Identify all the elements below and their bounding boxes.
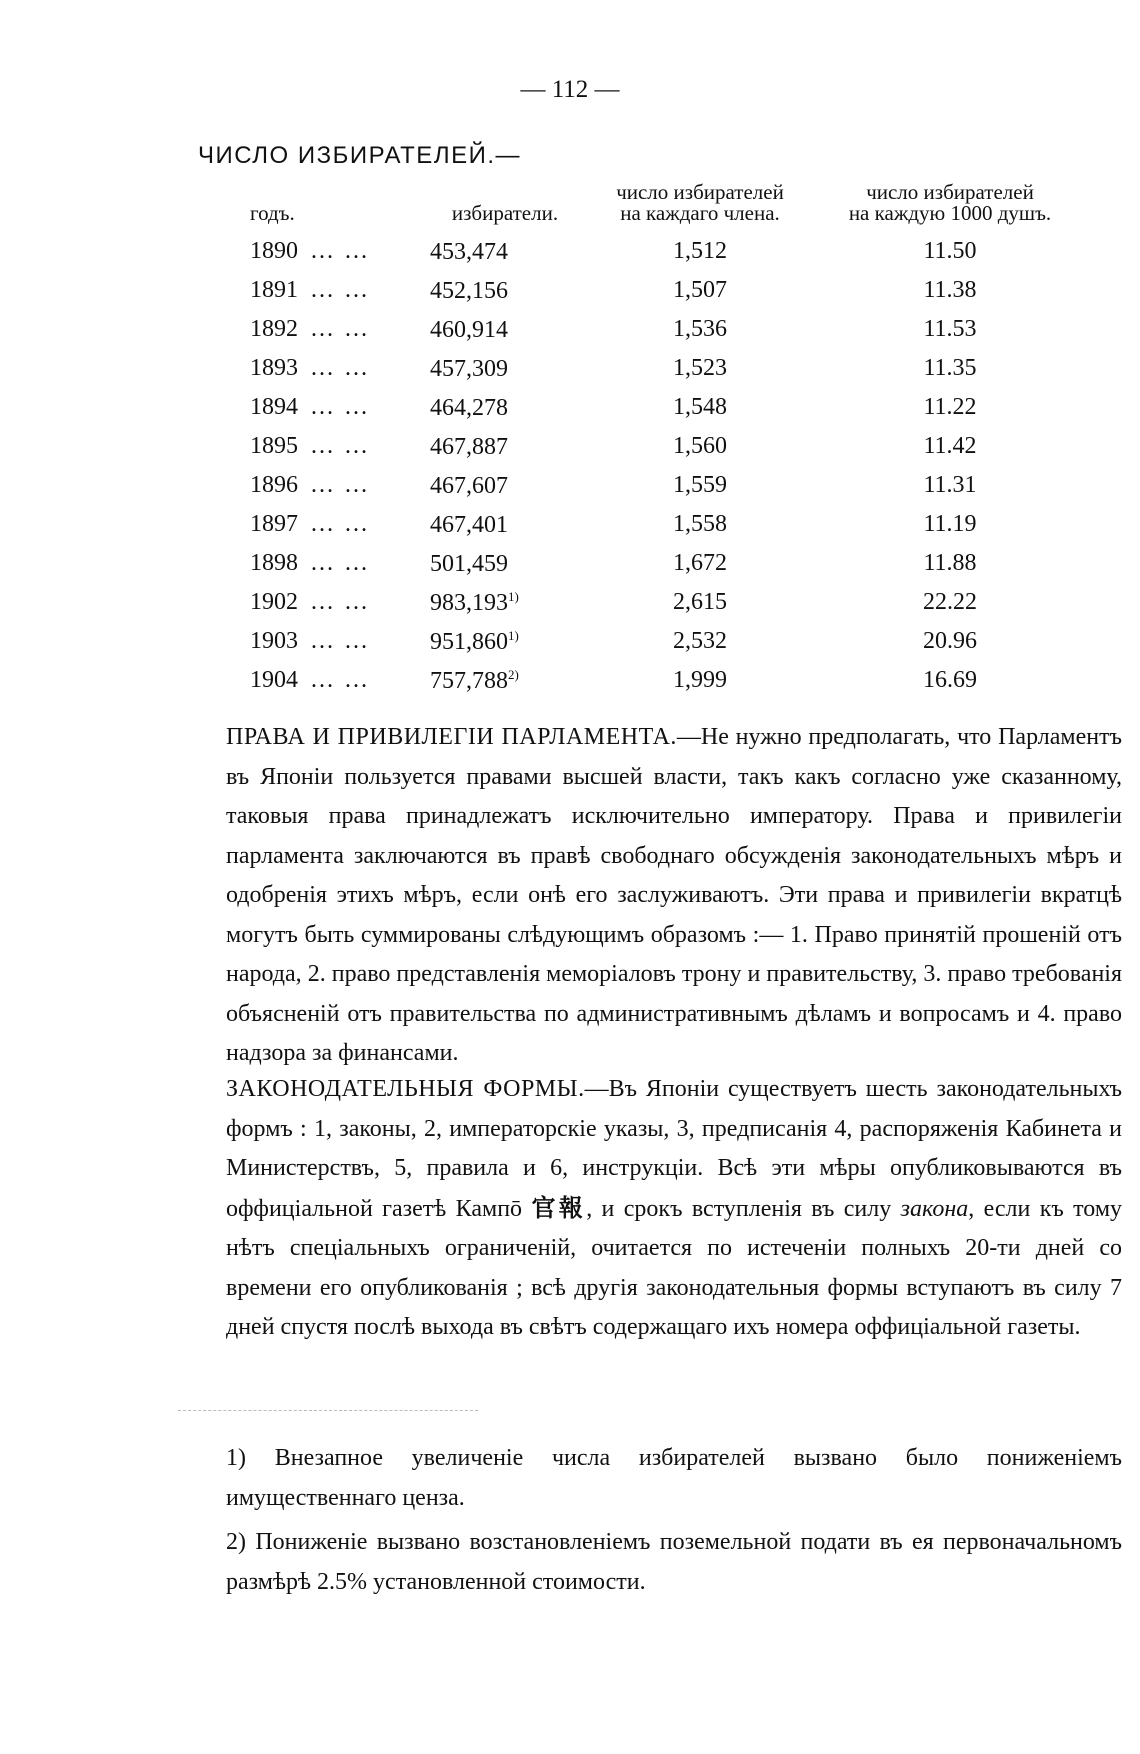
voters-cell-value: 757,788 — [430, 667, 508, 694]
leader-dots-cell — [310, 388, 430, 427]
footnote-2-marker: 2) — [226, 1529, 246, 1555]
leader-dots-cell-value: … … — [310, 472, 370, 498]
year-cell-value: 1897 — [250, 511, 298, 537]
leader-dots-cell-value: … … — [310, 277, 370, 303]
per-1000-cell — [820, 544, 1080, 583]
header-per-member — [580, 182, 820, 232]
leader-dots-cell — [310, 427, 430, 466]
leader-dots-cell — [310, 349, 430, 388]
per-1000-cell — [820, 349, 1080, 388]
forms-heading: ЗАКОНОДАТЕЛЬНЫЯ ФОРМЫ. — [226, 1076, 585, 1102]
per-1000-cell — [820, 310, 1080, 349]
header-per-1000-line2: на каждую 1000 душъ. — [848, 201, 1052, 225]
table-row — [250, 466, 1080, 505]
voters-cell — [430, 544, 580, 583]
per-1000-cell-value: 16.69 — [923, 667, 977, 693]
per-1000-cell — [820, 583, 1080, 622]
per-member-cell-value: 1,558 — [673, 511, 727, 537]
per-member-cell — [580, 544, 820, 583]
per-1000-cell-value: 11.50 — [923, 238, 977, 264]
per-member-cell — [580, 661, 820, 700]
footnote-marker: 2) — [508, 666, 519, 682]
voters-cell-value: 467,607 — [430, 472, 508, 499]
year-cell-value: 1890 — [250, 238, 298, 264]
year-cell — [250, 388, 310, 427]
header-per-member-line1: число избирателей — [616, 180, 784, 204]
per-1000-cell-value: 22.22 — [923, 589, 977, 615]
leader-dots-cell-value: … … — [310, 550, 370, 576]
voters-cell-value: 453,474 — [430, 238, 508, 265]
per-1000-cell — [820, 622, 1080, 661]
per-member-cell — [580, 310, 820, 349]
table-row — [250, 622, 1080, 661]
leader-dots-cell-value: … … — [310, 355, 370, 381]
footnote-1-text: Внезапное увеличеніе числа избирателей вызвано было пониженіемъ имущественнаго ценза. — [226, 1445, 1122, 1511]
year-cell-value: 1896 — [250, 472, 298, 498]
voters-table — [250, 182, 1080, 700]
header-voters: избиратели. — [451, 201, 559, 225]
per-member-cell — [580, 583, 820, 622]
header-per-member-line2: на каждаго члена. — [620, 201, 780, 225]
voters-cell — [430, 466, 580, 505]
per-member-cell — [580, 466, 820, 505]
table-row — [250, 661, 1080, 700]
year-cell — [250, 349, 310, 388]
per-member-cell-value: 1,548 — [673, 394, 727, 420]
footnote-2 — [178, 1523, 1122, 1602]
leader-dots-cell — [310, 661, 430, 700]
per-member-cell — [580, 622, 820, 661]
table-header-row — [250, 182, 1080, 232]
leader-dots-cell — [310, 466, 430, 505]
per-1000-cell — [820, 427, 1080, 466]
year-cell — [250, 505, 310, 544]
year-cell-value: 1895 — [250, 433, 298, 459]
voters-cell-value: 501,459 — [430, 550, 508, 577]
voters-cell — [430, 661, 580, 700]
per-1000-cell-value: 11.19 — [923, 511, 977, 537]
table-row — [250, 505, 1080, 544]
header-per-1000 — [820, 182, 1080, 232]
per-1000-cell-value: 11.53 — [923, 316, 977, 342]
leader-dots-cell-value: … … — [310, 511, 370, 537]
table-row — [250, 349, 1080, 388]
voters-cell — [430, 505, 580, 544]
per-member-cell-value: 1,999 — [673, 667, 727, 693]
per-member-cell-value: 1,559 — [673, 472, 727, 498]
rights-body: —Не нужно предполагать, что Парламентъ въ Японіи пользуется правами высшей власти, такъ какъ согласно уже сказанному, таковыя права принадлежатъ исключительно императору. Права и привилегіи парламента заключаются въ правѣ свободнаго обсужденія законодательныхъ мѣръ и одобренія этихъ мѣръ, если онѣ его заслуживаютъ. Эти права и привилегіи вкратцѣ могутъ быть суммированы слѣдующимъ образомъ :— 1. Право принятій прошеній отъ народа, 2. право представленія меморіаловъ трону и правительству, 3. право требованія объясненій отъ правительства по административнымъ дѣламъ и вопросамъ и 4. право надзора за финансами. — [226, 724, 1122, 1066]
per-1000-cell — [820, 661, 1080, 700]
voters-cell-value: 467,401 — [430, 511, 508, 538]
per-member-cell — [580, 388, 820, 427]
forms-body-part1: —Въ Японіи существуетъ шесть законодательныхъ формъ : 1, законы, 2, императорскіе указы, 3, предписанія 4, распоряженія Кабинета и Министерствъ, 5, правила и 6, инструкціи. Всѣ эти мѣры опубликовываются въ оффиціальной газетѣ Кампō — [226, 1076, 1122, 1222]
table-row — [250, 232, 1080, 271]
year-cell — [250, 622, 310, 661]
leader-dots-cell-value: … … — [310, 628, 370, 654]
year-cell-value: 1902 — [250, 589, 298, 615]
year-cell — [250, 583, 310, 622]
rights-heading: ПРАВА И ПРИВИЛЕГІИ ПАРЛАМЕНТА. — [226, 724, 677, 750]
per-1000-cell-value: 11.38 — [923, 277, 977, 303]
year-cell — [250, 310, 310, 349]
year-cell-value: 1894 — [250, 394, 298, 420]
year-cell — [250, 661, 310, 700]
voters-cell-value: 983,193 — [430, 589, 508, 616]
year-cell-value: 1898 — [250, 550, 298, 576]
per-1000-cell-value: 11.35 — [923, 355, 977, 381]
voters-cell — [430, 271, 580, 310]
kanpo-kanji: 官報 — [531, 1193, 587, 1222]
per-member-cell-value: 1,507 — [673, 277, 727, 303]
per-member-cell — [580, 232, 820, 271]
leader-dots-cell — [310, 622, 430, 661]
leader-dots-cell-value: … … — [310, 433, 370, 459]
forms-italic-word: закона — [900, 1195, 969, 1222]
per-1000-cell-value: 11.88 — [923, 550, 977, 576]
voters-table-body — [250, 232, 1080, 700]
footnote-divider — [178, 1410, 478, 1411]
leader-dots-cell — [310, 583, 430, 622]
per-1000-cell — [820, 271, 1080, 310]
voters-cell — [430, 427, 580, 466]
per-member-cell-value: 1,560 — [673, 433, 727, 459]
year-cell — [250, 271, 310, 310]
header-year: годъ. — [250, 201, 295, 225]
leader-dots-cell-value: … … — [310, 316, 370, 342]
per-1000-cell-value: 11.42 — [923, 433, 977, 459]
rights-paragraph — [178, 718, 1122, 1074]
voters-cell-value: 951,860 — [430, 628, 508, 655]
per-1000-cell-value: 11.22 — [923, 394, 977, 420]
forms-paragraph — [178, 1070, 1122, 1348]
footnote-marker: 1) — [508, 588, 519, 604]
table-row — [250, 427, 1080, 466]
per-member-cell-value: 2,532 — [673, 628, 727, 654]
page-number: — 112 — — [520, 76, 620, 103]
leader-dots-cell — [310, 232, 430, 271]
voters-cell-value: 467,887 — [430, 433, 508, 460]
footnote-marker: 1) — [508, 627, 519, 643]
footnote-1-marker: 1) — [226, 1445, 246, 1471]
header-spacer — [310, 182, 430, 232]
table-row — [250, 310, 1080, 349]
table-row — [250, 271, 1080, 310]
per-1000-cell — [820, 232, 1080, 271]
footnote-2-text: Пониженіе вызвано возстановленіемъ поземельной подати въ ея первоначальномъ размѣрѣ 2.5% установленной стоимости. — [226, 1529, 1123, 1595]
year-cell-value: 1903 — [250, 628, 298, 654]
year-cell-value: 1904 — [250, 667, 298, 693]
leader-dots-cell-value: … … — [310, 394, 370, 420]
voters-cell-value: 452,156 — [430, 277, 508, 304]
table-row — [250, 388, 1080, 427]
per-member-cell — [580, 349, 820, 388]
voters-cell — [430, 310, 580, 349]
leader-dots-cell-value: … … — [310, 667, 370, 693]
year-cell — [250, 466, 310, 505]
voters-cell — [430, 232, 580, 271]
per-member-cell-value: 1,523 — [673, 355, 727, 381]
per-member-cell-value: 1,536 — [673, 316, 727, 342]
voters-cell — [430, 583, 580, 622]
leader-dots-cell-value: … … — [310, 589, 370, 615]
section-title: ЧИСЛО ИЗБИРАТЕЛЕЙ.— — [198, 142, 521, 169]
per-member-cell-value: 2,615 — [673, 589, 727, 615]
voters-cell — [430, 349, 580, 388]
per-1000-cell-value: 20.96 — [923, 628, 977, 654]
table-row — [250, 544, 1080, 583]
voters-cell — [430, 388, 580, 427]
forms-body-part2: , и срокъ вступленія въ силу — [586, 1195, 892, 1222]
per-member-cell-value: 1,672 — [673, 550, 727, 576]
year-cell-value: 1892 — [250, 316, 298, 342]
leader-dots-cell — [310, 310, 430, 349]
header-per-1000-line1: число избирателей — [866, 180, 1034, 204]
per-1000-cell — [820, 388, 1080, 427]
table-row — [250, 583, 1080, 622]
year-cell-value: 1891 — [250, 277, 298, 303]
voters-cell — [430, 622, 580, 661]
voters-cell-value: 457,309 — [430, 355, 508, 382]
forms-body-part3: , если къ тому нѣтъ спеціальныхъ ограниченій, очитается по истеченіи полныхъ 20-ти дней со времени его опубликованія ; всѣ другія законодательныя формы вступаютъ въ силу 7 дней спустя послѣ выхода въ свѣтъ содержащаго ихъ номера оффиціальной газеты. — [226, 1195, 1123, 1340]
per-1000-cell — [820, 466, 1080, 505]
per-1000-cell — [820, 505, 1080, 544]
voters-cell-value: 464,278 — [430, 394, 508, 421]
leader-dots-cell-value: … … — [310, 238, 370, 264]
year-cell — [250, 232, 310, 271]
leader-dots-cell — [310, 271, 430, 310]
voters-cell-value: 460,914 — [430, 316, 508, 343]
per-member-cell — [580, 427, 820, 466]
footnote-1 — [178, 1439, 1122, 1518]
year-cell — [250, 427, 310, 466]
year-cell — [250, 544, 310, 583]
per-member-cell-value: 1,512 — [673, 238, 727, 264]
per-1000-cell-value: 11.31 — [923, 472, 977, 498]
per-member-cell — [580, 505, 820, 544]
year-cell-value: 1893 — [250, 355, 298, 381]
per-member-cell — [580, 271, 820, 310]
leader-dots-cell — [310, 544, 430, 583]
leader-dots-cell — [310, 505, 430, 544]
